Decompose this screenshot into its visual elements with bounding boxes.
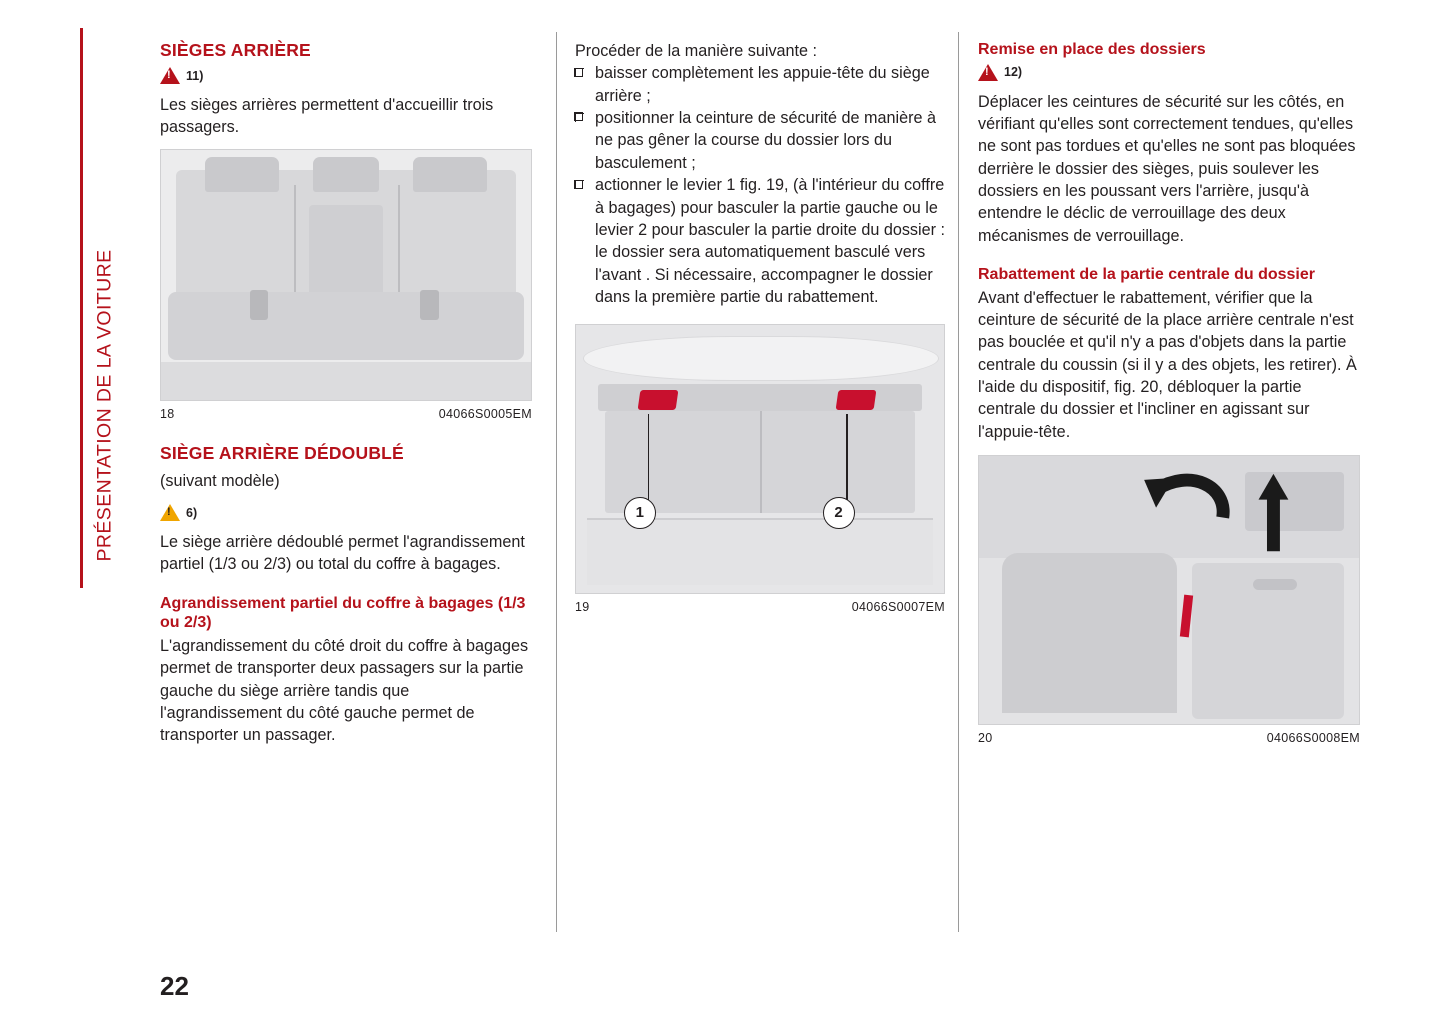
backrest-split-seam xyxy=(760,411,762,513)
bullet-square-icon xyxy=(575,180,584,189)
section-heading-rear-seats: SIÈGES ARRIÈRE xyxy=(160,40,311,60)
seat-seam-right xyxy=(398,185,400,305)
list-item xyxy=(575,174,945,308)
seat-seam-left xyxy=(294,185,296,305)
seat-cushion-shape xyxy=(168,292,523,360)
column-3 xyxy=(978,40,1360,745)
release-lever-2 xyxy=(836,390,877,410)
figure-20-image xyxy=(978,455,1360,725)
column-divider-2 xyxy=(958,32,959,932)
figure-18-number: 18 xyxy=(160,406,175,421)
bullet-square-icon xyxy=(575,68,584,77)
figure-19 xyxy=(575,324,945,614)
figure-20-caption xyxy=(978,731,1360,745)
procedure-step-list xyxy=(575,62,945,308)
paragraph-center-backrest-folding: Avant d'effectuer le rabattement, vérifier que la ceinture de sécurité de la place arrière centrale n'est pas bouclée et qu'il n'y a pas d'objets dans la partie centrale du coussin (si il y a des objets, les retirer). À l'aide du dispositif, fig. 20, débloquer la partie centrale du dossier et l'incliner en agissant sur l'appuie-tête. xyxy=(978,288,1357,441)
figure-19-code: 04066S0007EM xyxy=(851,600,945,615)
figure-19-image xyxy=(575,324,945,594)
warning-reference-11 xyxy=(160,67,532,84)
step-text: positionner la ceinture de sécurité de manière à ne pas gêner la course du dossier lors du basculement ; xyxy=(595,109,937,172)
column-2 xyxy=(575,40,945,614)
headrest-center-shape xyxy=(313,157,380,192)
warning-triangle-icon xyxy=(978,64,998,81)
section-heading-split-seat: SIÈGE ARRIÈRE DÉDOUBLÉ xyxy=(160,442,404,463)
callout-marker-2: 2 xyxy=(823,497,855,529)
caution-reference-6 xyxy=(160,504,532,521)
list-item xyxy=(575,62,945,107)
bullet-square-icon xyxy=(575,113,584,122)
seatbelt-buckle-left xyxy=(250,290,269,320)
figure-18-caption xyxy=(160,407,532,421)
paragraph-backrest-refit: Déplacer les ceintures de sécurité sur les côtés, en vérifiant qu'elles sont correctement tendues, qu'elles ne sont pas tordues et qu'elles ne sont pas bloquées derrière le dossier des sièges, puis soulever les dossiers en les poussant vers l'arrière, jusqu'à entendre le déclic de verrouillage des deux mécanismes de verrouillage. xyxy=(978,92,1356,245)
figure-19-caption xyxy=(575,600,945,614)
release-lever-1 xyxy=(637,390,678,410)
figure-20-code: 04066S0008EM xyxy=(1266,731,1360,746)
subheading-partial-boot-extension: Agrandissement partiel du coffre à bagages (1/3 ou 2/3) xyxy=(160,594,526,632)
paragraph-rear-seats: Les sièges arrières permettent d'accueillir trois passagers. xyxy=(160,96,494,137)
list-item xyxy=(575,107,945,174)
figure-18-image xyxy=(160,149,532,401)
headrest-right-shape xyxy=(413,157,487,192)
paragraph-split-seat: Le siège arrière dédoublé permet l'agrandissement partiel (1/3 ou 2/3) ou total du coffre à bagages. xyxy=(160,533,525,574)
seatbelt-buckle-right xyxy=(420,290,439,320)
figure-20-arrows xyxy=(979,456,1359,724)
column-divider-1 xyxy=(556,32,557,932)
warning-number: 11) xyxy=(186,68,204,83)
subheading-backrest-refit: Remise en place des dossiers xyxy=(978,41,1206,58)
step-text: baisser complètement les appuie-tête du siège arrière ; xyxy=(595,64,930,105)
figure-18 xyxy=(160,149,532,421)
figure-18-code: 04066S0005EM xyxy=(438,406,532,421)
figure-20 xyxy=(978,455,1360,745)
column-1 xyxy=(160,40,532,747)
warning-number: 12) xyxy=(1004,65,1023,80)
warning-reference-12 xyxy=(978,64,1360,81)
paragraph-partial-boot-extension: L'agrandissement du côté droit du coffre à bagages permet de transporter deux passagers sur la partie gauche du siège arrière tandis que l'agrandissement du côté gauche permet de transporter un passager. xyxy=(160,636,529,745)
page-number: 22 xyxy=(160,971,189,1001)
caution-number: 6) xyxy=(186,505,198,520)
figure-19-number: 19 xyxy=(575,600,590,615)
car-floor-shape xyxy=(161,362,531,400)
leader-line-1 xyxy=(648,414,650,505)
warning-triangle-icon xyxy=(160,67,180,84)
paragraph-procedure-intro: Procéder de la manière suivante : xyxy=(575,42,818,60)
boot-opening-rim-shape xyxy=(583,336,938,381)
headrest-left-shape xyxy=(205,157,279,192)
callout-marker-1: 1 xyxy=(624,497,656,529)
center-armrest-shape xyxy=(309,205,383,305)
chapter-label: PRÉSENTATION DE LA VOITURE xyxy=(93,249,116,562)
chapter-side-tab xyxy=(80,28,114,588)
subtitle-split-seat: (suivant modèle) xyxy=(160,471,280,490)
caution-triangle-icon xyxy=(160,504,180,521)
subheading-center-backrest-folding: Rabattement de la partie centrale du dossier xyxy=(978,266,1315,284)
step-text: actionner le levier 1 fig. 19, (à l'intérieur du coffre à bagages) pour basculer la partie gauche ou le levier 2 pour basculer la partie droite du dossier : le dossier sera automatiquement basculé vers l'avant . Si nécessaire, accompagner le dossier dans la première partie du rabattement. xyxy=(595,176,946,306)
leader-line-2 xyxy=(846,414,848,505)
figure-20-number: 20 xyxy=(978,731,993,746)
